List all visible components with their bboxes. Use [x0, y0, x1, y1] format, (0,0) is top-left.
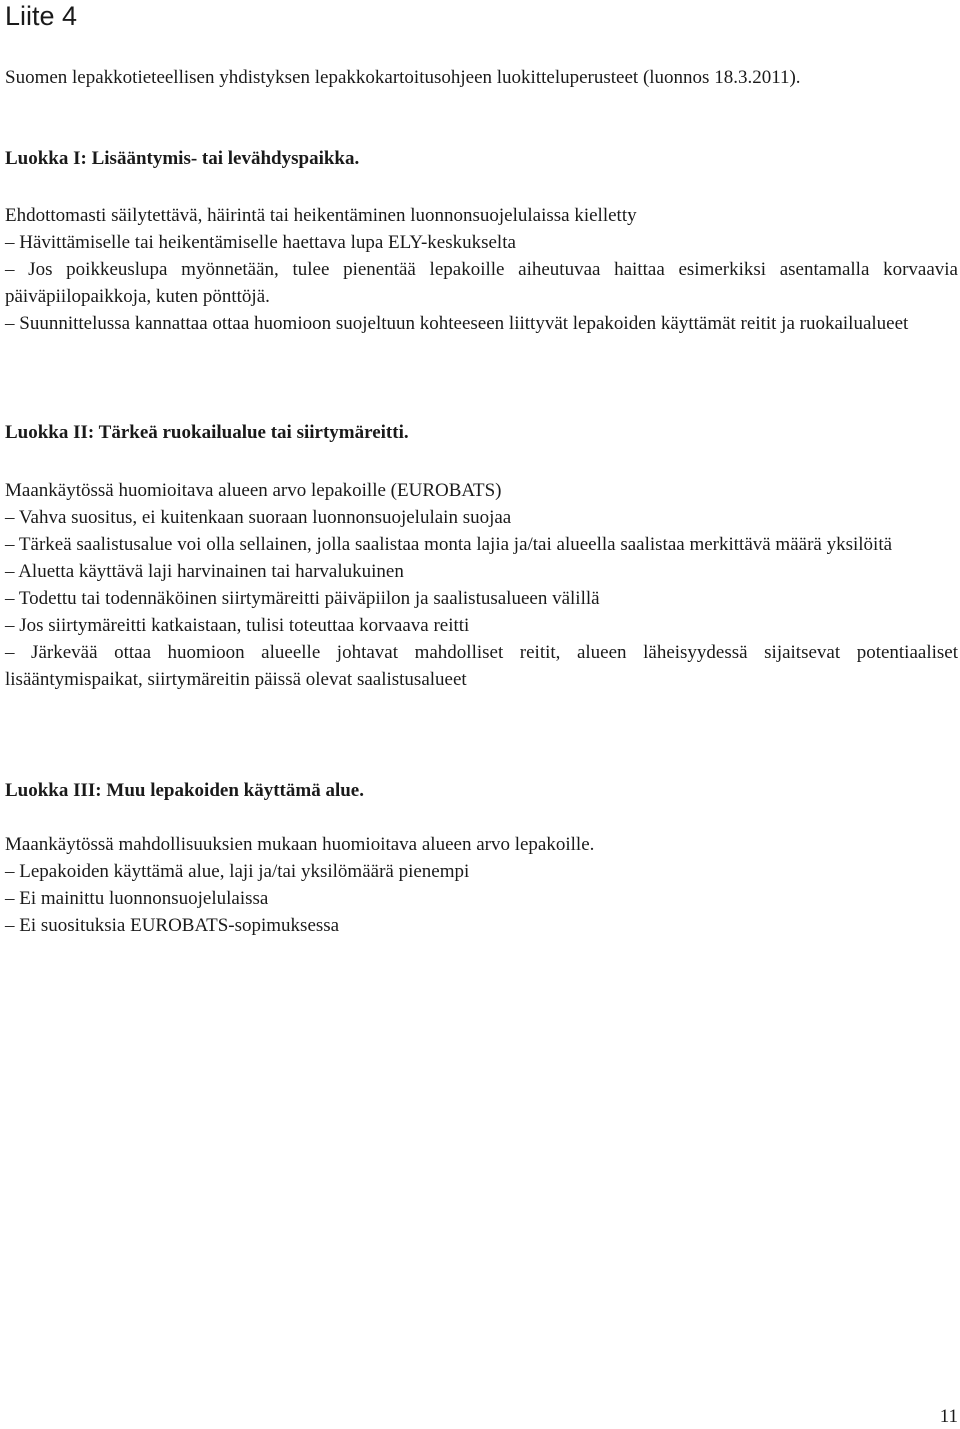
class3-line-1: – Lepakoiden käyttämä alue, laji ja/tai yksilömäärä pienempi — [5, 861, 470, 882]
class3-line-2: – Ei mainittu luonnonsuojelulaissa — [5, 888, 269, 909]
class3-list — [5, 831, 958, 939]
class3-title: Luokka III: Muu lepakoiden käyttämä alue. — [5, 780, 364, 801]
class1-section — [5, 145, 958, 172]
intro-text: Suomen lepakkotieteellisen yhdistyksen lepakkokartoitusohjeen luokitteluperusteet (luonnos 18.3.2011). — [5, 67, 801, 88]
class1-line-1: – Hävittämiselle tai heikentämiselle haettava lupa ELY-keskukselta — [5, 232, 516, 253]
class2-line-3: – Aluetta käyttävä laji harvinainen tai harvalukuinen — [5, 561, 404, 582]
class2-section — [5, 419, 958, 446]
class1-list — [5, 202, 958, 337]
class3-section — [5, 777, 958, 804]
class1-line-3: – Suunnittelussa kannattaa ottaa huomioon suojeltuun kohteeseen liittyvät lepakoiden käyttämät reitit ja ruokailualueet — [5, 313, 909, 334]
class3-line-0: Maankäytössä mahdollisuuksien mukaan huomioitava alueen arvo lepakoille. — [5, 834, 595, 855]
page-number: 11 — [939, 1406, 958, 1427]
class1-line-0: Ehdottomasti säilytettävä, häirintä tai heikentäminen luonnonsuojelulaissa kielletty — [5, 205, 637, 226]
class2-line-6: – Järkevää ottaa huomioon alueelle johtavat mahdolliset reitit, alueen läheisyydessä sijaitsevat potentiaaliset lisääntymispaikat, siirtymäreitin päissä olevat saalistusalueet — [5, 642, 958, 690]
class1-line-2: – Jos poikkeuslupa myönnetään, tulee pienentää lepakoille aiheutuvaa haittaa esimerkiksi asentamalla korvaavia päiväpiilopaikkoja, kuten pönttöjä. — [5, 259, 958, 307]
class2-line-1: – Vahva suositus, ei kuitenkaan suoraan luonnonsuojelulain suojaa — [5, 507, 512, 528]
intro-paragraph — [5, 64, 958, 91]
class2-line-4: – Todettu tai todennäköinen siirtymäreitti päiväpiilon ja saalistusalueen välillä — [5, 588, 600, 609]
class2-line-0: Maankäytössä huomioitava alueen arvo lepakoille (EUROBATS) — [5, 480, 502, 501]
class2-line-2: – Tärkeä saalistusalue voi olla sellainen, jolla saalistaa monta lajia ja/tai alueella saalistaa merkittävä määrä yksilöitä — [5, 534, 893, 555]
appendix-heading: Liite 4 — [5, 1, 78, 31]
class2-list — [5, 477, 958, 693]
class2-title: Luokka II: Tärkeä ruokailualue tai siirtymäreitti. — [5, 422, 409, 443]
class2-line-5: – Jos siirtymäreitti katkaistaan, tulisi toteuttaa korvaava reitti — [5, 615, 470, 636]
class1-title: Luokka I: Lisääntymis- tai levähdyspaikka. — [5, 148, 360, 169]
class3-line-3: – Ei suosituksia EUROBATS-sopimuksessa — [5, 915, 340, 936]
